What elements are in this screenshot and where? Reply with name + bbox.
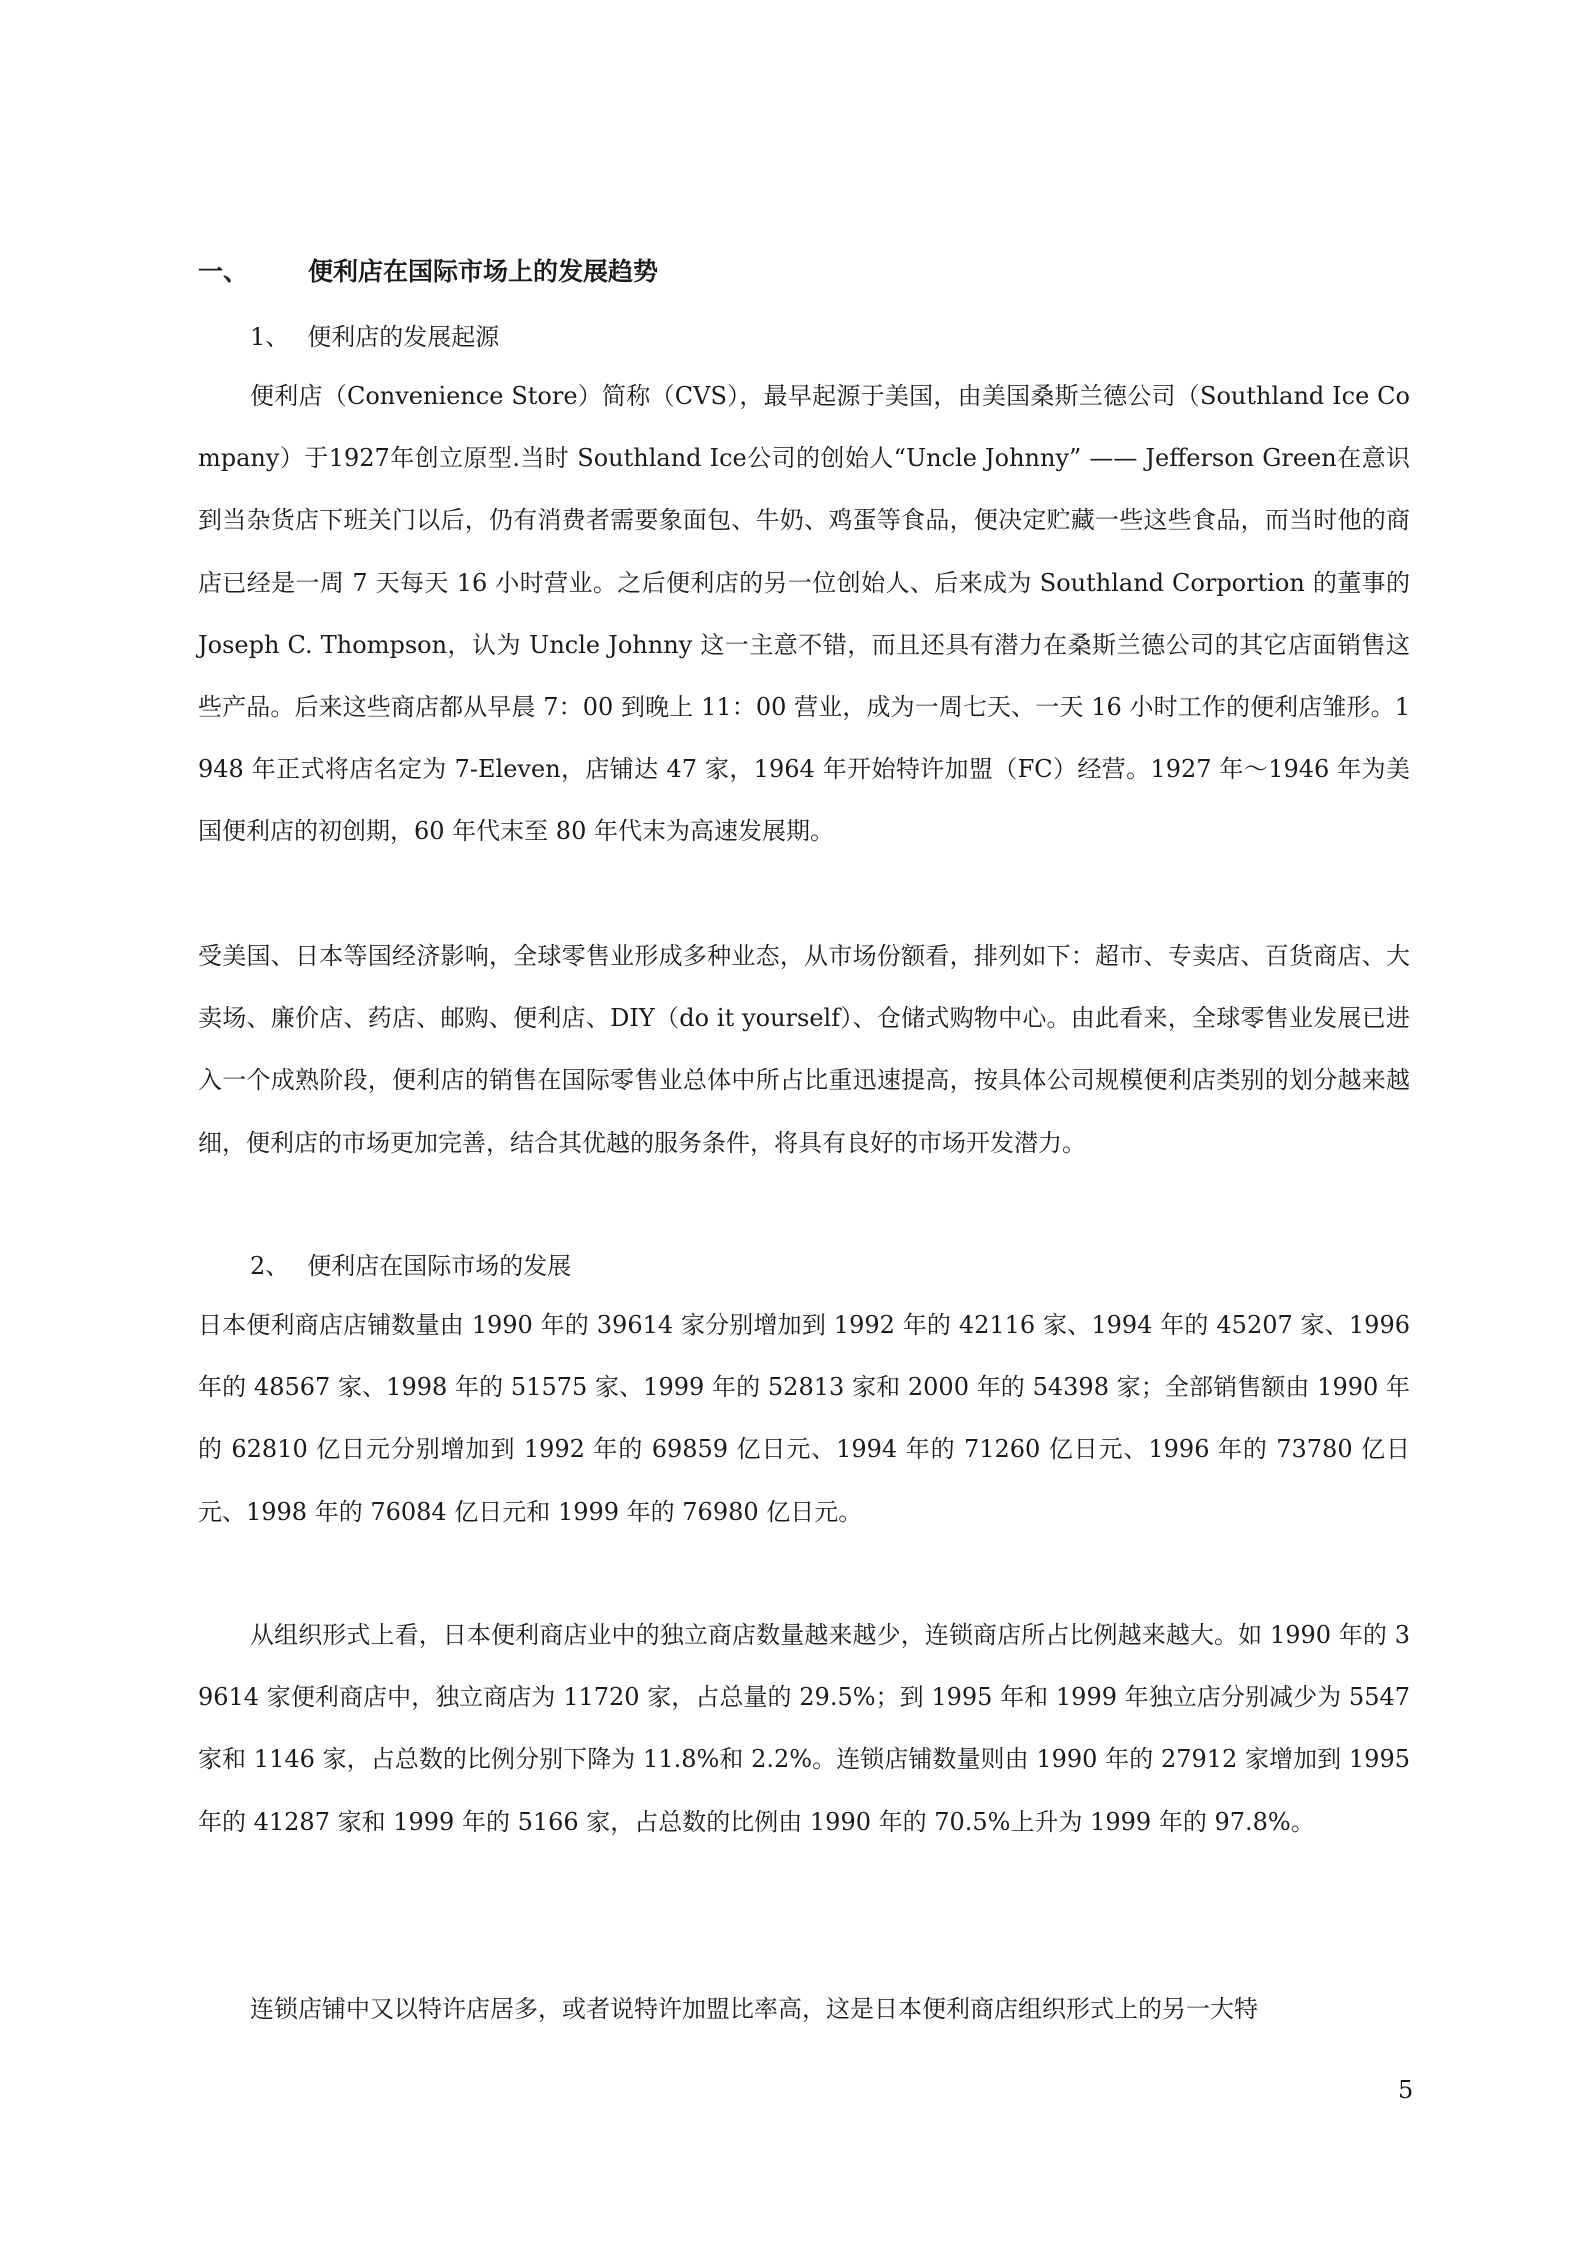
paragraph-global-retail: 受美国、日本等国经济影响，全球零售业形成多种业态，从市场份额看，排列如下：超市、专卖店、百货商店、大卖场、廉价店、药店、邮购、便利店、DIY（do it yourself）、仓储式购物中心。由此看来，全球零售业发展已进入一个成熟阶段，便利店的销售在国际零售业总体中所占比重迅速提高，按具体公司规模便利店类别的划分越来越细，便利店的市场更加完善，结合其优越的服务条件，将具有良好的市场开发潜力。	[198, 942, 1410, 1157]
subsection-heading-origin	[250, 317, 499, 352]
page-number: 5	[1398, 2076, 1414, 2104]
paragraph-origin: 便利店（Convenience Store）简称（CVS），最早起源于美国，由美国桑斯兰德公司（Southland Ice Company）于1927年创立原型.当时 Southland Ice公司的创始人“Uncle Johnny” —— Jefferson Green在意识到当杂货店下班关门以后，仍有消费者需要象面包、牛奶、鸡蛋等食品，便决定贮藏一些这些食品，而当时他的商店已经是一周 7 天每天 16 小时营业。之后便利店的另一位创始人、后来成为 Southland Corportion 的董事的 Joseph C. Thompson，认为 Uncle Johnny 这一主意不错，而且还具有潜力在桑斯兰德公司的其它店面销售这些产品。后来这些商店都从早晨 7：00 到晚上 11：00 营业，成为一周七天、一天 16 小时工作的便利店雏形。1948 年正式将店名定为 7-Eleven，店铺达 47 家，1964 年开始特许加盟（FC）经营。1927 年～1946 年为美国便利店的初创期，60 年代末至 80 年代末为高速发展期。	[198, 382, 1410, 846]
paragraph-franchise: 连锁店铺中又以特许店居多，或者说特许加盟比率高，这是日本便利商店组织形式上的另一大特	[250, 1995, 1258, 2023]
paragraph-japan-stores: 日本便利商店店铺数量由 1990 年的 39614 家分别增加到 1992 年的 42116 家、1994 年的 45207 家、1996 年的 48567 家、1998 年的 51575 家、1999 年的 52813 家和 2000 年的 54398 家；全部销售额由 1990 年的 62810 亿日元分别增加到 1992 年的 69859 亿日元、1994 年的 71260 亿日元、1996 年的 73780 亿日元、1998 年的 76084 亿日元和 1999 年的 76980 亿日元。	[198, 1311, 1410, 1526]
subsection-heading-international	[250, 1246, 571, 1281]
subsection-number: 2、	[250, 1252, 290, 1280]
subsection-title: 便利店的发展起源	[307, 323, 500, 351]
section-title: 便利店在国际市场上的发展趋势	[308, 257, 659, 286]
section-heading	[198, 252, 658, 288]
subsection-number: 1、	[250, 323, 290, 351]
subsection-title: 便利店在国际市场的发展	[307, 1252, 572, 1280]
section-number: 一、	[198, 257, 249, 286]
paragraph-organization-form: 从组织形式上看，日本便利商店业中的独立商店数量越来越少，连锁商店所占比例越来越大。如 1990 年的 39614 家便利商店中，独立商店为 11720 家，占总量的 29.5%；到 1995 年和 1999 年独立店分别减少为 5547 家和 1146 家，占总数的比例分别下降为 11.8%和 2.2%。连锁店铺数量则由 1990 年的 27912 家增加到 1995 年的 41287 家和 1999 年的 5166 家，占总数的比例由 1990 年的 70.5%上升为 1999 年的 97.8%。	[198, 1621, 1410, 1836]
